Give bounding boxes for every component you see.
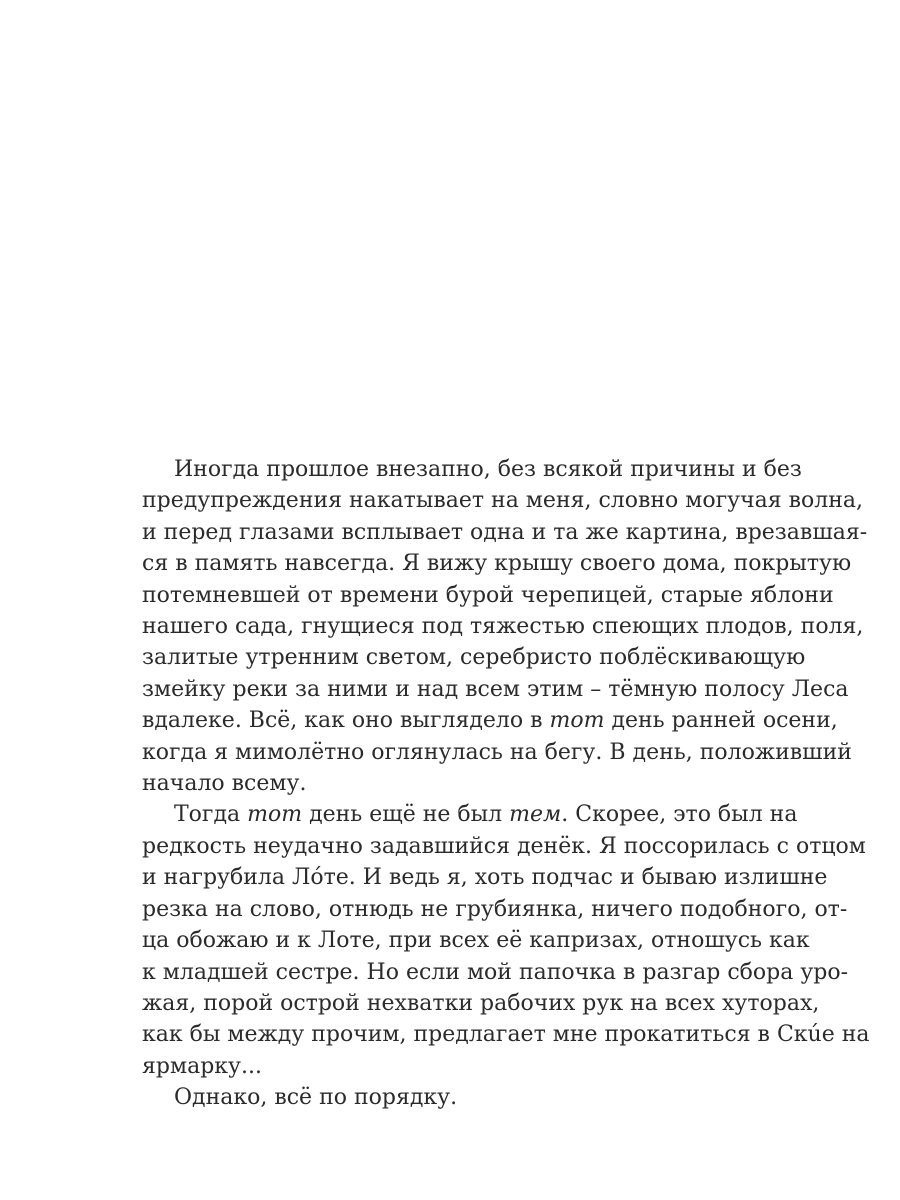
text-run: Тогда [174, 802, 248, 828]
text-line [142, 548, 852, 579]
text-line [142, 799, 798, 830]
text-run: ся в память навсегда. Я вижу крышу своего дома, покрытую [142, 551, 852, 577]
text-run: и перед глазами всплывает одна и та же картина, врезавшая- [142, 519, 868, 545]
text-run: потемневшей от времени бурой черепицей, старые яблони [142, 582, 834, 608]
italic-text: тот [549, 708, 605, 734]
text-line [142, 988, 820, 1019]
text-line [142, 611, 864, 642]
text-run: ца обожаю и к Лоте, при всех её капризах, отношусь как [142, 928, 810, 954]
text-run: вдалеке. Всё, как оно выглядело в [142, 708, 550, 734]
text-run: Однако, всё по порядку. [174, 1085, 458, 1111]
text-line [142, 925, 810, 956]
text-run: и нагрубила Лóте. И ведь я, хоть подчас и бываю излишне [142, 865, 828, 891]
text-run: когда я мимолётно оглянулась на бегу. В день, положивший [142, 739, 852, 765]
text-run: жая, порой острой нехватки рабочих рук на всех хуторах, [142, 990, 820, 1016]
text-line [142, 1051, 758, 1082]
text-run: к младшей сестре. Но если мой папочка в разгар сбора уро- [142, 959, 849, 985]
paragraph [142, 1082, 758, 1113]
text-line [142, 737, 852, 768]
text-line [142, 862, 828, 893]
paragraph [142, 454, 868, 799]
text-line [142, 957, 849, 988]
text-line [142, 580, 834, 611]
text-run: нашего сада, гнущиеся под тяжестью спеющих плодов, поля, [142, 614, 864, 640]
text-line [142, 485, 864, 516]
text-run: змейку реки за ними и над всем этим – тёмную полосу Леса [142, 676, 849, 702]
body-text [142, 454, 870, 1114]
text-line [142, 894, 848, 925]
text-run: ярмарку... [142, 1053, 262, 1079]
text-run: как бы между прочим, предлагает мне прокатиться в Скúе на [142, 1022, 870, 1048]
italic-text: тот [247, 802, 303, 828]
text-line [142, 1019, 870, 1050]
text-line [142, 517, 868, 548]
text-run: день ещё не был [302, 802, 510, 828]
text-line [142, 768, 758, 799]
text-run: предупреждения накатывает на меня, словно могучая волна, [142, 488, 864, 514]
text-run: Иногда прошлое внезапно, без всякой причины и без [174, 457, 802, 482]
text-line [142, 705, 838, 736]
text-line [142, 642, 806, 673]
text-run: залитые утренним светом, серебристо поблёскивающую [142, 645, 806, 671]
text-run: день ранней осени, [604, 708, 838, 734]
text-run: начало всему. [142, 771, 307, 797]
text-line [142, 454, 802, 485]
text-run: . Скорее, это был на [561, 802, 798, 828]
text-run: редкость неудачно задавшийся денёк. Я поссорилась с отцом [142, 833, 866, 859]
text-run: резка на слово, отнюдь не грубиянка, ничего подобного, от- [142, 896, 848, 922]
text-line [142, 674, 849, 705]
italic-text: тем [509, 802, 562, 828]
text-line [142, 831, 866, 862]
text-line [142, 1082, 758, 1113]
paragraph [142, 799, 870, 1082]
